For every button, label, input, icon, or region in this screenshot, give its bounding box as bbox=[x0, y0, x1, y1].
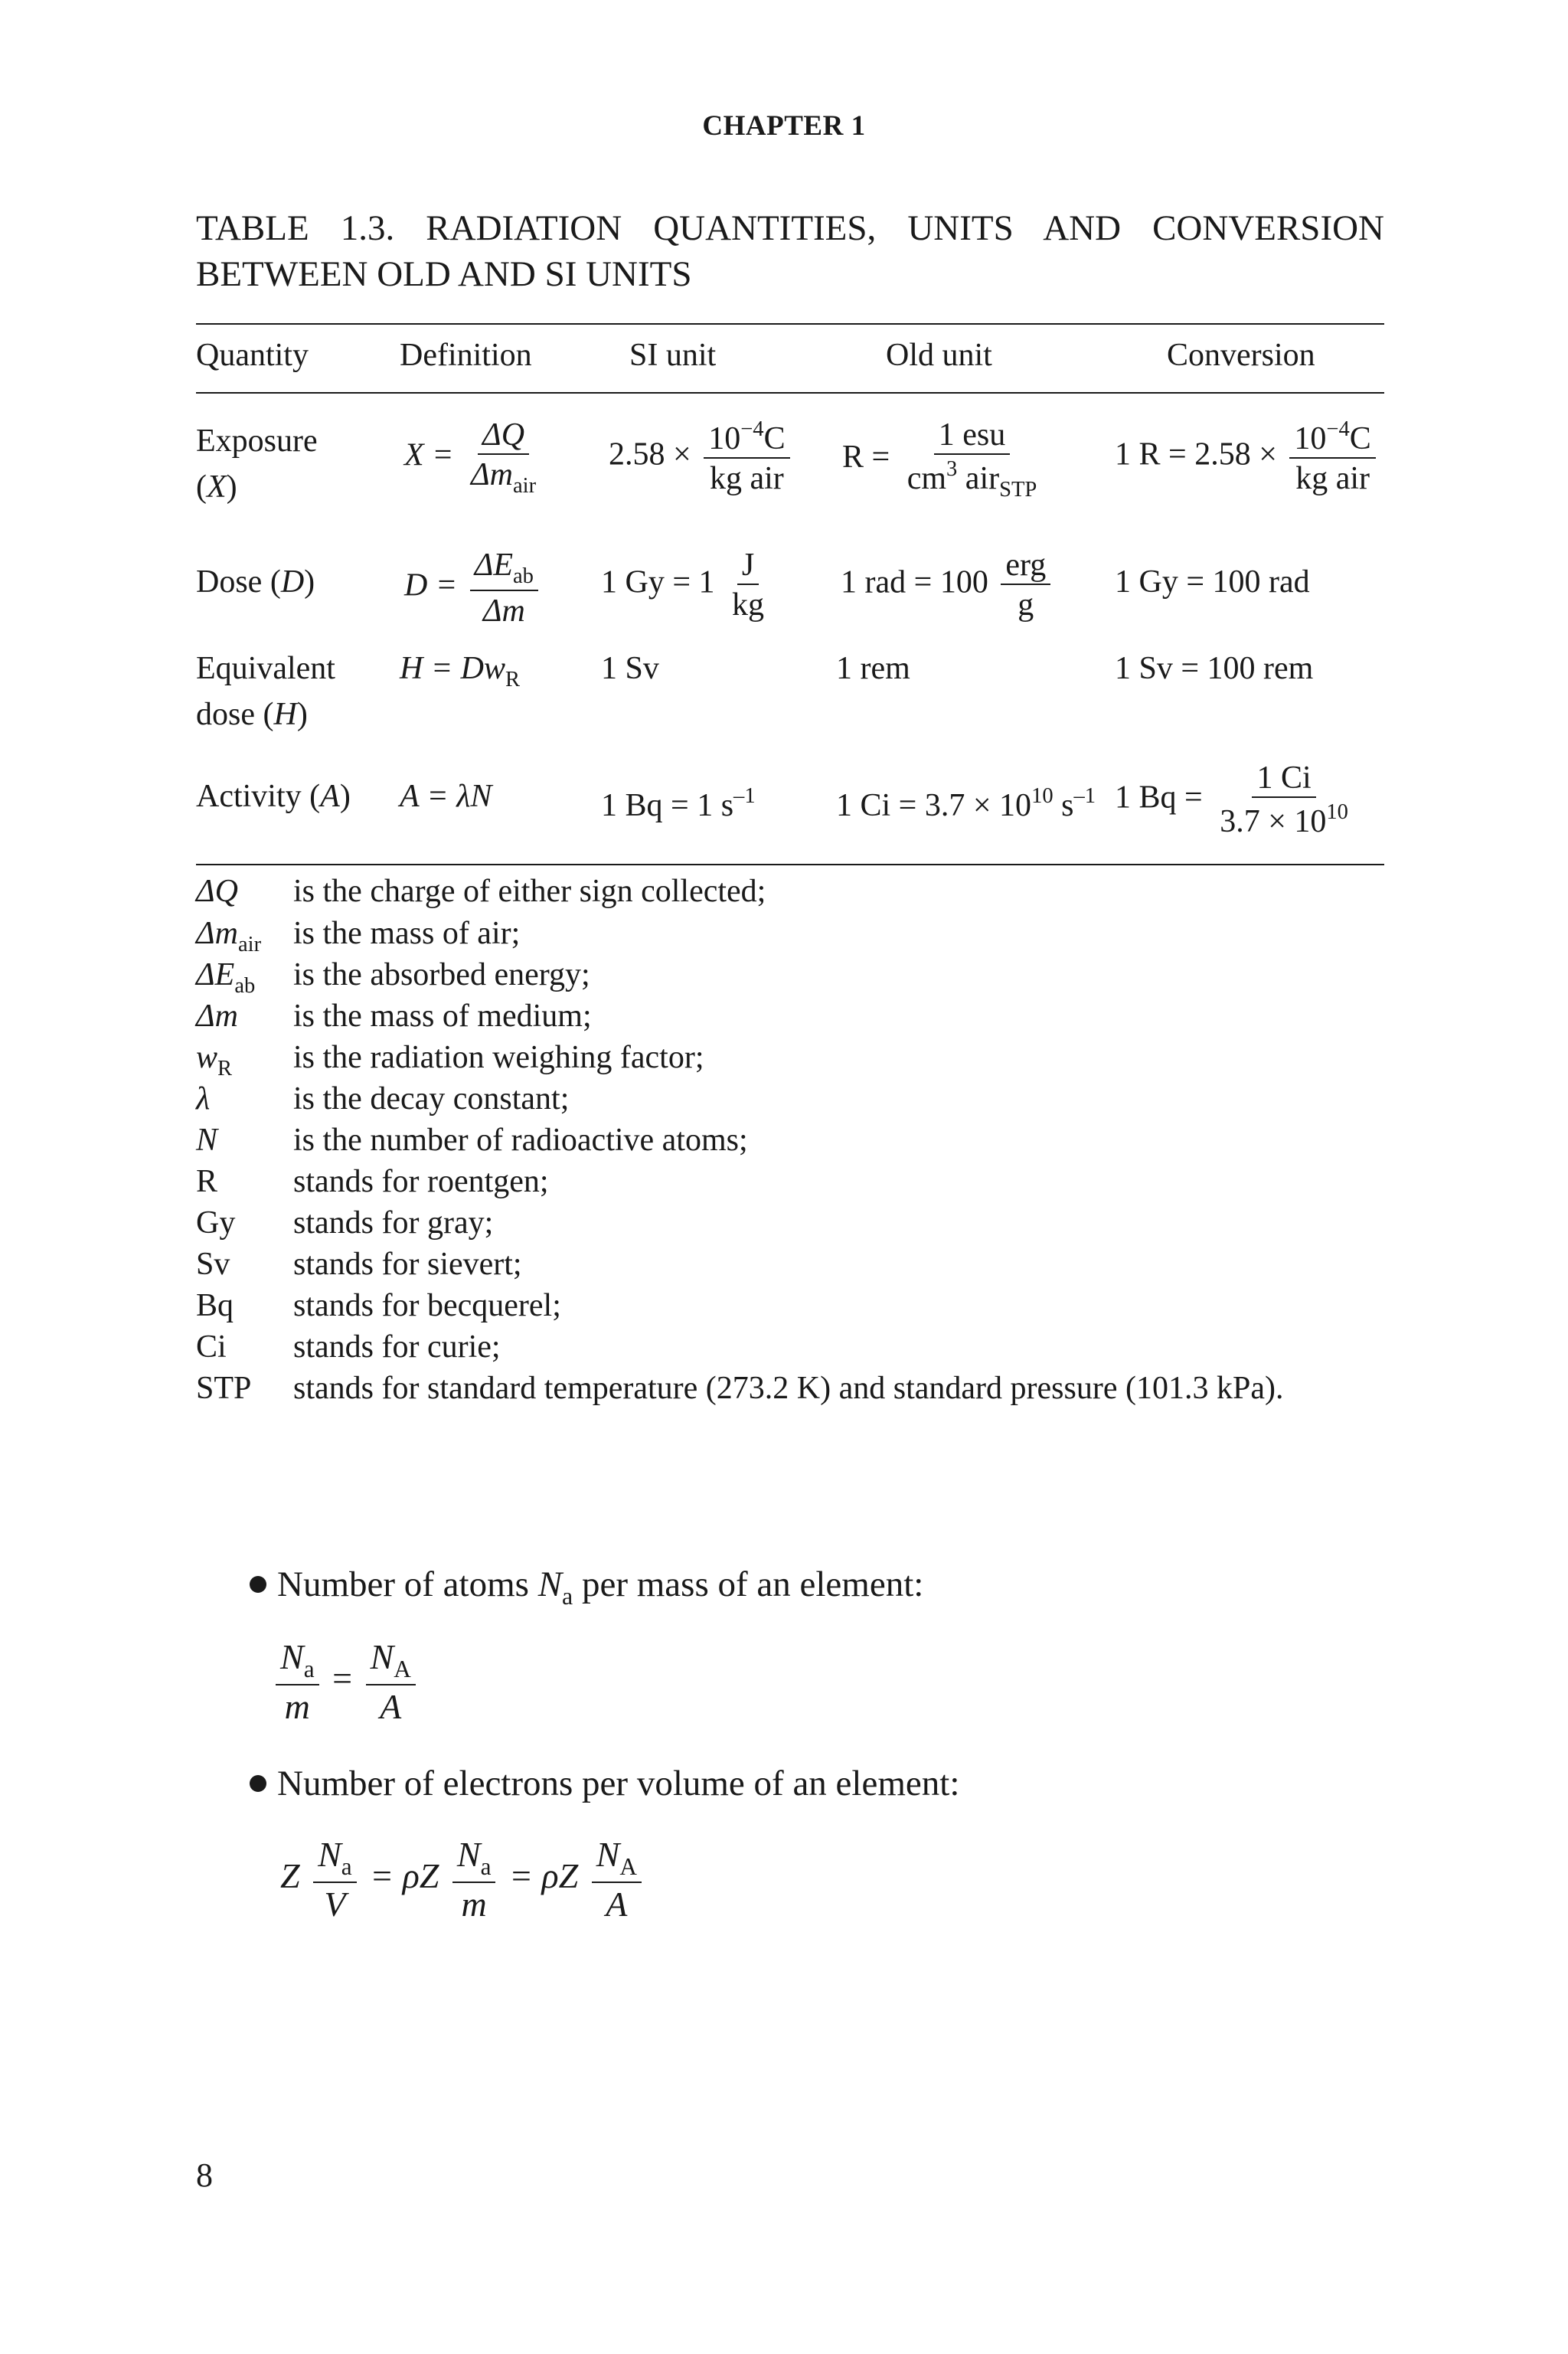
row-equivalent-quantity: Equivalent dose (H) bbox=[196, 651, 335, 732]
footnote-text: stands for roentgen; bbox=[293, 1164, 549, 1199]
equation-atoms-per-mass: $\frac{N_a}{m}$ = $\frac{N_A}{A}$ bbox=[276, 1639, 420, 1725]
header-rule bbox=[196, 392, 1384, 394]
running-head: CHAPTER 1 bbox=[702, 110, 866, 142]
row-exposure-old-unit: R = $\frac{\text{1 esu}}{cm^3 air_{STP}}$ bbox=[842, 417, 1037, 502]
footnote-text: is the absorbed energy; bbox=[293, 957, 590, 992]
row-equivalent-conversion: 1 Sv = 100 rem bbox=[1115, 651, 1314, 686]
row-dose-definition: D = $\frac{\Delta E_{ab}}{\Delta m}$ bbox=[404, 548, 543, 628]
header-si-unit: SI unit bbox=[629, 338, 717, 373]
bullet-icon bbox=[250, 1576, 266, 1593]
table-bottom-rule bbox=[196, 864, 1384, 865]
row-activity-quantity: Activity (A) bbox=[196, 779, 351, 814]
row-dose-conversion: 1 Gy = 100 rad bbox=[1115, 564, 1310, 600]
header-definition: Definition bbox=[400, 338, 532, 373]
footnote-symbol: Bq bbox=[196, 1288, 234, 1323]
footnote-text: is the mass of medium; bbox=[293, 999, 592, 1034]
row-dose-quantity: Dose (D) bbox=[196, 564, 315, 600]
footnote-symbol: ΔQ bbox=[196, 874, 238, 909]
footnote-text: is the radiation weighing factor; bbox=[293, 1040, 704, 1075]
bullet-electrons-per-volume: Number of electrons per volume of an element: bbox=[250, 1763, 959, 1804]
footnote-text: stands for standard temperature (273.2 K) and standard pressure (101.3 kPa). bbox=[293, 1371, 1284, 1406]
table-title: TABLE 1.3. RADIATION QUANTITIES, UNITS AND CONVERSION BETWEEN OLD AND SI UNITS bbox=[196, 208, 1384, 294]
footnote-symbol: Ci bbox=[196, 1329, 227, 1365]
row-equivalent-si-unit: 1 Sv bbox=[601, 651, 659, 686]
row-exposure-si-unit: 2.58 × $\frac{10^{-4}C}{\text{kg air}}$ bbox=[609, 418, 795, 495]
footnote-symbol: Sv bbox=[196, 1247, 230, 1282]
footnote-text: stands for gray; bbox=[293, 1205, 494, 1241]
row-equivalent-definition: $H = Dw_R$ bbox=[400, 651, 521, 691]
footnote-text: is the decay constant; bbox=[293, 1081, 570, 1117]
row-activity-old-unit: 1 $Ci = 3.7 \times 10^{10}$ $s^{-1}$ bbox=[836, 784, 1096, 824]
footnote-symbol: $\Delta E_{ab}$ bbox=[196, 957, 256, 998]
row-activity-conversion: 1 Bq = $\frac{1 Ci}{3.7 \times 10^{10}}$ bbox=[1115, 760, 1348, 840]
bullet-icon bbox=[250, 1775, 266, 1792]
footnote-symbol: Δm bbox=[196, 999, 238, 1034]
row-exposure-quantity: Exposure (X) bbox=[196, 423, 318, 505]
footnote-text: stands for curie; bbox=[293, 1329, 501, 1365]
footnote-symbol: λ bbox=[196, 1081, 211, 1117]
footnote-symbol: Gy bbox=[196, 1205, 236, 1241]
row-equivalent-old-unit: 1 rem bbox=[836, 651, 910, 686]
equation-electrons-per-volume: Z $\frac{N_a}{V}$ = ρZ $\frac{N_a}{m}$ = ρZ $\frac{N_A}{A}$ bbox=[280, 1836, 646, 1923]
footnote-text: is the mass of air; bbox=[293, 916, 521, 951]
header-old-unit: Old unit bbox=[886, 338, 992, 373]
footnote-text: is the number of radioactive atoms; bbox=[293, 1123, 748, 1158]
footnote-symbol: $w_R$ bbox=[196, 1040, 233, 1081]
table-top-rule bbox=[196, 323, 1384, 325]
footnote-symbol: R bbox=[196, 1164, 218, 1199]
row-activity-si-unit: 1 Bq = 1 $s^{-1}$ bbox=[601, 784, 756, 824]
header-conversion: Conversion bbox=[1167, 338, 1315, 373]
row-dose-old-unit: 1 rad = 100 $\frac{\text{erg}}{g}$ bbox=[841, 548, 1055, 622]
footnote-text: is the charge of either sign collected; bbox=[293, 874, 766, 909]
row-exposure-definition: X = $\frac{\Delta Q}{\Delta m_{air}}$ bbox=[404, 417, 537, 499]
row-exposure-conversion: 1 R = 2.58 × $\frac{10^{-4}C}{\text{kg air}}$ bbox=[1115, 418, 1380, 495]
footnote-text: stands for sievert; bbox=[293, 1247, 522, 1282]
row-activity-definition: A = λN bbox=[400, 779, 492, 814]
footnote-symbol: $\Delta m_{air}$ bbox=[196, 916, 262, 956]
bullet-atoms-per-mass: Number of atoms $N_a$ per mass of an element: bbox=[250, 1564, 923, 1610]
header-quantity: Quantity bbox=[196, 338, 309, 373]
row-dose-si-unit: 1 Gy = 1 $\frac{J}{kg}$ bbox=[601, 548, 765, 623]
footnote-symbol: STP bbox=[196, 1371, 252, 1406]
page-number: 8 bbox=[196, 2156, 213, 2194]
footnote-text: stands for becquerel; bbox=[293, 1288, 561, 1323]
footnote-symbol: N bbox=[196, 1123, 218, 1158]
